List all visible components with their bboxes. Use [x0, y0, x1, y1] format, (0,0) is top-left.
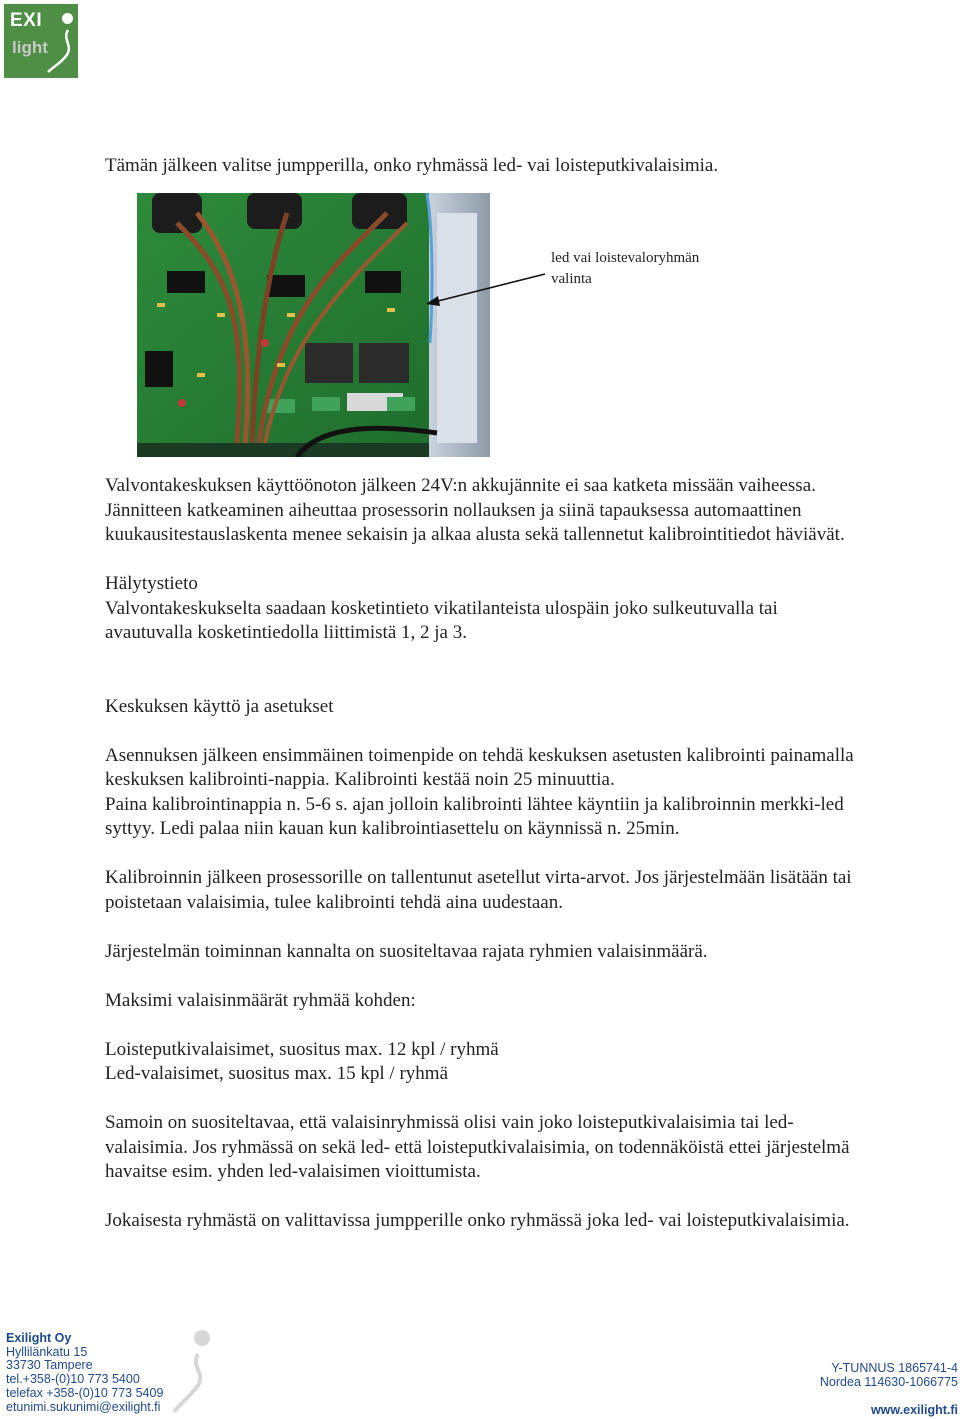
text-line: syttyy. Ledi palaa niin kauan kun kalibrointiasettelu on käynnissä n. 25min.: [105, 818, 680, 839]
footer-street: Hyllilänkatu 15: [6, 1344, 88, 1359]
footer-company: Exilight Oy: [6, 1331, 72, 1345]
footer-contact: [6, 1332, 163, 1414]
text-line: Asennuksen jälkeen ensimmäinen toimenpide on tehdä keskuksen asetusten kalibrointi painamalla: [105, 744, 854, 766]
text-line: valaisimia. Jos ryhmässä on sekä led- että loisteputkivalaisimia, on todennäköistä ettei järjestelmä: [105, 1136, 850, 1158]
text-line: Kalibroinnin jälkeen prosessorille on tallentunut asetellut virta-arvot. Jos järjestelmään lisätään tai: [105, 867, 852, 888]
footer-business-id: Y-TUNNUS 1865741-4: [831, 1361, 958, 1375]
callout-line-1: led vai loistevaloryhmän: [551, 250, 700, 266]
intro-text: Tämän jälkeen valitse jumpperilla, onko ryhmässä led- vai loisteputkivalaisimia.: [105, 155, 719, 176]
footer-postal: 33730 Tampere: [6, 1358, 93, 1373]
paragraph-jumper-choice: Jokaisesta ryhmästä on valittavissa jumpperille onko ryhmässä joka led- vai loisteputkivalaisimia.: [105, 1210, 850, 1231]
paragraph-after-calibration: [105, 866, 955, 915]
paragraph-calibration: [105, 744, 955, 842]
text-line: Valvontakeskukselta saadaan kosketintieto vikatilanteista ulospäin joko sulkeutuvalla tai: [105, 597, 778, 619]
text-line: avautuvalla kosketintiedolla liittimistä 1, 2 ja 3.: [105, 622, 467, 643]
footer-website: www.exilight.fi: [870, 1403, 958, 1417]
footer-business-info: [820, 1361, 958, 1389]
text-line: havaitse esim. yhden led-valaisimen vioittumista.: [105, 1161, 481, 1182]
callout-line-2: valinta: [551, 271, 592, 287]
logo-text-light: light: [12, 38, 48, 57]
text-line: Paina kalibrointinappia n. 5-6 s. ajan jolloin kalibrointi lähtee käyntiin ja kalibroinnin merkki-led: [105, 793, 844, 815]
text-line: Loisteputkivalaisimet, suositus max. 12 kpl / ryhmä: [105, 1038, 499, 1060]
paragraph-battery-voltage: [105, 474, 955, 548]
footer-swoosh-icon: [168, 1328, 216, 1416]
footer-tel: tel.+358-(0)10 773 5400: [6, 1372, 140, 1387]
footer-bank: Nordea 114630-1066775: [819, 1375, 958, 1389]
paragraph-max-values: [105, 1038, 955, 1087]
text-line: Jännitteen katkeaminen aiheuttaa prosessorin nollauksen ja siinä tapauksessa automaattinen: [105, 499, 802, 521]
text-line: kuukausitestauslaskenta menee sekaisin ja alkaa alusta sekä tallennetut kalibrointitiedot häviävät.: [105, 524, 845, 545]
text-line: keskuksen kalibrointi-nappia. Kalibrointi kestää noin 25 minuuttia.: [105, 769, 615, 790]
logo-swoosh-icon: [4, 4, 78, 78]
footer-email: etunimi.sukunimi@exilight.fi: [6, 1399, 161, 1414]
document-body: [105, 474, 955, 1234]
paragraph-group-limit: Järjestelmän toiminnan kannalta on suositeltavaa rajata ryhmien valaisinmäärä.: [105, 940, 708, 962]
footer-fax: telefax +358-(0)10 773 5409: [6, 1385, 164, 1400]
paragraph-mixed-groups: [105, 1111, 955, 1185]
text-line: Led-valaisimet, suositus max. 15 kpl / ryhmä: [105, 1063, 449, 1084]
paragraph-alarm-info: [105, 572, 955, 646]
exilight-logo: [4, 4, 78, 78]
section-heading-usage: Keskuksen käyttö ja asetukset: [105, 695, 334, 717]
alarm-heading: Hälytystieto: [105, 573, 198, 594]
paragraph-max-heading: Maksimi valaisinmäärät ryhmää kohden:: [105, 989, 416, 1011]
text-line: Samoin on suositeltavaa, että valaisinryhmissä olisi vain joko loisteputkivalaisimia tai led-: [105, 1112, 794, 1133]
callout-arrow-icon: [420, 270, 555, 310]
circuit-board-photo: [137, 193, 490, 457]
logo-text-exi: EXI: [10, 10, 43, 31]
text-line: Valvontakeskuksen käyttöönoton jälkeen 24V:n akkujännite ei saa katketa missään vaiheessa.: [105, 475, 816, 496]
photo-callout-label: [551, 248, 751, 290]
text-line: poistetaan valaisimia, tulee kalibrointi tehdä aina uudestaan.: [105, 891, 563, 913]
